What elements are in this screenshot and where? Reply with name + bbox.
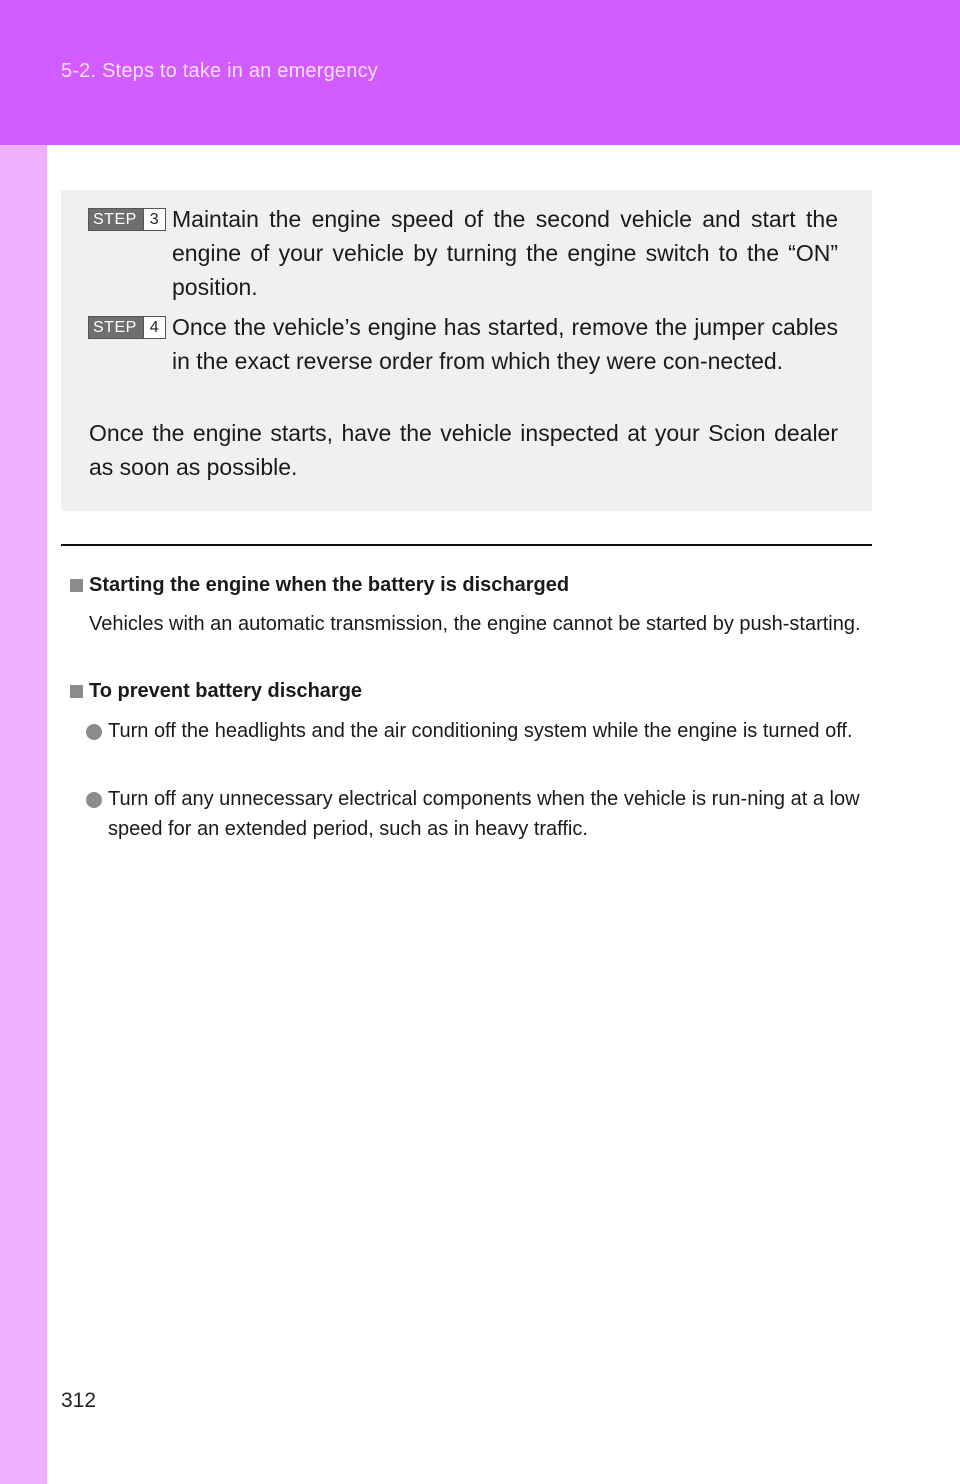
step-text: Maintain the engine speed of the second vehicle and start the engine of your vehicle by turning the engine switch to the “ON” position.	[172, 206, 838, 300]
circle-bullet-icon	[86, 792, 102, 808]
page-number: 312	[61, 1389, 97, 1412]
divider	[61, 544, 872, 546]
box-note: Once the engine starts, have the vehicle inspected at your Scion dealer as soon as possible.	[89, 420, 838, 480]
heading-text: Starting the engine when the battery is discharged	[89, 574, 570, 596]
step-label: STEP	[89, 317, 143, 338]
section-heading	[70, 680, 362, 703]
heading-text: To prevent battery discharge	[89, 680, 363, 702]
step-number: 4	[143, 317, 165, 338]
page-header	[0, 0, 960, 145]
square-bullet-icon	[70, 685, 83, 698]
section-title: 5-2. Steps to take in an emergency	[61, 60, 378, 82]
section-heading	[70, 574, 569, 597]
list-item-text: Turn off the headlights and the air conditioning system while the engine is turned off.	[108, 720, 853, 742]
circle-bullet-icon	[86, 724, 102, 740]
step-number: 3	[143, 209, 165, 230]
step-text: Once the vehicle’s engine has started, remove the jumper cables in the exact reverse order from which they were con-nected.	[172, 314, 838, 374]
square-bullet-icon	[70, 579, 83, 592]
step-label: STEP	[89, 209, 143, 230]
step-badge	[88, 316, 166, 339]
step-badge	[88, 208, 166, 231]
section-body: Vehicles with an automatic transmission, the engine cannot be started by push-starting.	[89, 613, 861, 635]
list-item-text: Turn off any unnecessary electrical components when the vehicle is run-ning at a low speed for an extended period, such as in heavy traffic.	[108, 788, 860, 840]
side-band	[0, 145, 47, 1484]
steps-box	[61, 190, 872, 511]
